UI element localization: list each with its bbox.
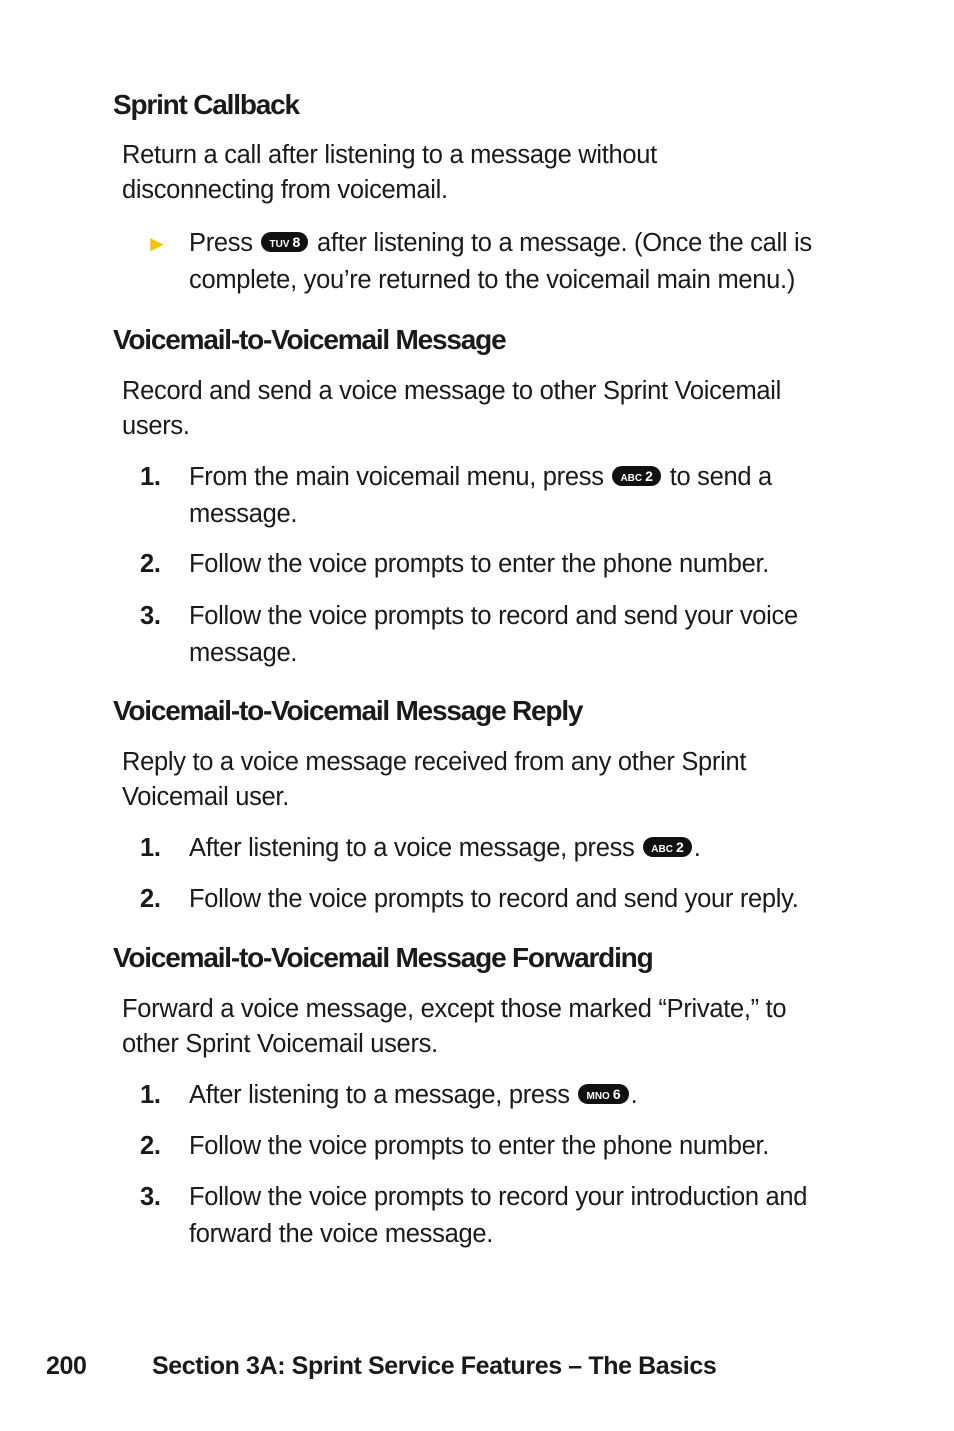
list-item: 3. Follow the voice prompts to record and send your voice message. <box>140 602 798 667</box>
list-item: 2. Follow the voice prompts to record and send your reply. <box>140 885 799 913</box>
heading-vm-to-vm-forwarding: Voicemail-to-Voicemail Message Forwarding <box>113 942 653 973</box>
page-number: 200 <box>46 1352 87 1380</box>
heading-sprint-callback: Sprint Callback <box>113 89 299 120</box>
key-2-icon: ABC 2 <box>612 466 660 486</box>
list-item: 1. After listening to a voice message, press ABC 2 . <box>140 834 701 862</box>
bullet-item: ► Press TUV 8 after listening to a message. (Once the call is complete, you’re returned to the voicemail main menu.) <box>140 225 860 299</box>
paragraph-vm-to-vm-forwarding: Forward a voice message, except those marked “Private,” to other Sprint Voicemail users. <box>122 995 787 1058</box>
paragraph-sprint-callback: Return a call after listening to a message without disconnecting from voicemail. <box>122 141 657 204</box>
bullet-arrow-icon: ► <box>146 231 168 256</box>
paragraph-vm-to-vm-message: Record and send a voice message to other Sprint Voicemail users. <box>122 377 782 440</box>
paragraph-vm-to-vm-reply: Reply to a voice message received from any other Sprint Voicemail user. <box>122 748 747 811</box>
footer-section-title: Section 3A: Sprint Service Features – The Basics <box>152 1352 717 1380</box>
key-2-icon: ABC 2 <box>643 837 691 857</box>
list-item: 3. Follow the voice prompts to record your introduction and forward the voice message. <box>140 1183 808 1248</box>
list-item: 1. After listening to a message, press MNO 6 . <box>140 1081 638 1109</box>
heading-vm-to-vm-message: Voicemail-to-Voicemail Message <box>113 324 506 355</box>
list-item: 2. Follow the voice prompts to enter the phone number. <box>140 1132 770 1160</box>
list-item: 2. Follow the voice prompts to enter the phone number. <box>140 550 770 578</box>
heading-vm-to-vm-reply: Voicemail-to-Voicemail Message Reply <box>113 695 583 726</box>
key-6-icon: MNO 6 <box>578 1084 628 1104</box>
list-item: 1. From the main voicemail menu, press ABC 2 to send a message. <box>140 463 772 528</box>
key-8-icon: TUV 8 <box>261 232 308 252</box>
